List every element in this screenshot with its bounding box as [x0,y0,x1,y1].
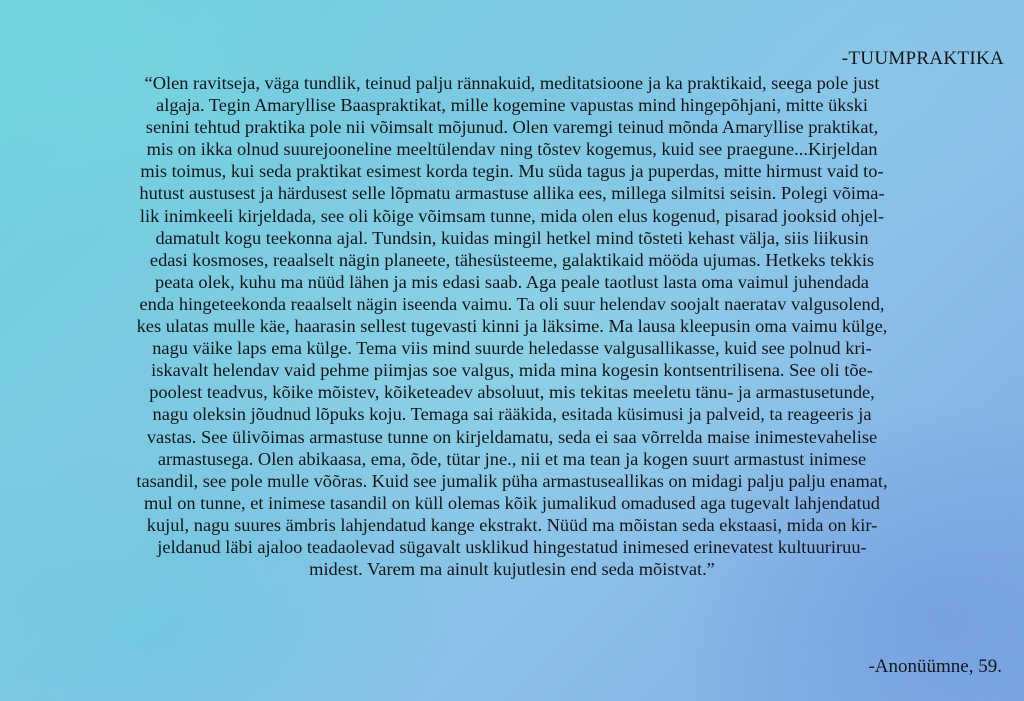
quote-line: mis on ikka olnud suurejooneline meeltülendav ning tõstev kogemus, kuid see praegune...Kirjeldan [146,139,878,160]
quote-line: nagu oleksin jõudnud lõpuks koju. Temaga sai rääkida, esitada küsimusi ja palveid, ta reageeris ja [152,404,872,425]
quote-line: lik inimkeeli kirjeldada, see oli kõige võimsam tunne, mida olen elus kogenud, pisarad jooksid ohjel- [139,205,885,226]
quote-line: poolest teadvus, kõike mõistev, kõiketeadev absoluut, mis tekitas meeletu tänu- ja armastusetunde, [149,382,875,403]
quote-line: midest. Varem ma ainult kujutlesin end seda mõistvat.” [309,559,715,580]
quote-line: tasandil, see pole mulle võõras. Kuid see jumalik püha armastuseallikas on midagi palju palju enamat, [136,470,888,491]
quote-line: algaja. Tegin Amaryllise Baaspraktikat, mille kogemine vapustas mind hingepõhjani, mitte ükski [156,95,868,116]
quote-line: senini tehtud praktika pole nii võimsalt mõjunud. Olen varemgi teinud mõnda Amaryllise praktikat, [145,117,879,138]
quote-line: jeldanud läbi ajaloo teadaolevad sügavalt usklikud hingestatud inimesed erinevatest kultuuriruu- [157,536,867,557]
quote-line: mul on tunne, et inimese tasandil on küll olemas kõik jumalikud omadused aga tugevalt lahjendatud [144,492,880,513]
quote-line: iskavalt helendav vaid pehme piimjas soe valgus, mida mina kogesin kontsentrilisena. See oli tõe- [151,360,873,381]
section-heading: -TUUMPRAKTIKA [841,48,1004,69]
quote-line: mis toimus, kui seda praktikat esimest korda tegin. Mu süda tagus ja puperdas, mitte hirmust vaid to- [140,161,884,182]
quote-line: nagu väike laps ema külge. Tema viis mind suurde heledasse valgusallikasse, kuid see polnud kri- [152,338,872,359]
quote-line: hutust austusest ja härdusest selle lõpmatu armastuse allika ees, millega silmitsi seisin. Polegi võima- [139,183,885,204]
quote-line: vastas. See ülivõimas armastuse tunne on kirjeldamatu, seda ei saa võrrelda maise inimestevahelise [146,426,878,447]
quote-line: kes ulatas mulle käe, haarasin sellest tugevasti kinni ja läksime. Ma lausa kleepusin oma vaimu külge, [136,316,888,337]
author-signature: -Anonüümne, 59. [868,656,1002,677]
quote-line: armastusega. Olen abikaasa, ema, õde, tütar jne., nii et ma tean ja kogen suurt armastust inimese [157,448,867,469]
testimonial-quote [16,72,1008,580]
quote-line: damatult kogu teekonna ajal. Tundsin, kuidas mingil hetkel mind tõsteti kehast välja, siis liikusin [155,227,869,248]
quote-line: kujul, nagu suures ämbris lahjendatud kange ekstrakt. Nüüd ma mõistan seda ekstaasi, mida on kir- [146,514,878,535]
quote-line: “Olen ravitseja, väga tundlik, teinud palju rännakuid, meditatsioone ja ka praktikaid, seega pole just [144,73,880,93]
quote-line: enda hingeteekonda reaalselt nägin iseenda vaimu. Ta oli suur helendav soojalt naeratav valgusolend, [139,293,885,314]
quote-line: edasi kosmoses, reaalselt nägin planeete, tähesüsteeme, galaktikaid mööda ujumas. Hetkeks tekkis [149,249,875,270]
quote-line: peata olek, kuhu ma nüüd lähen ja mis edasi saab. Aga peale taotlust lasta oma vaimul juhendada [155,271,869,292]
